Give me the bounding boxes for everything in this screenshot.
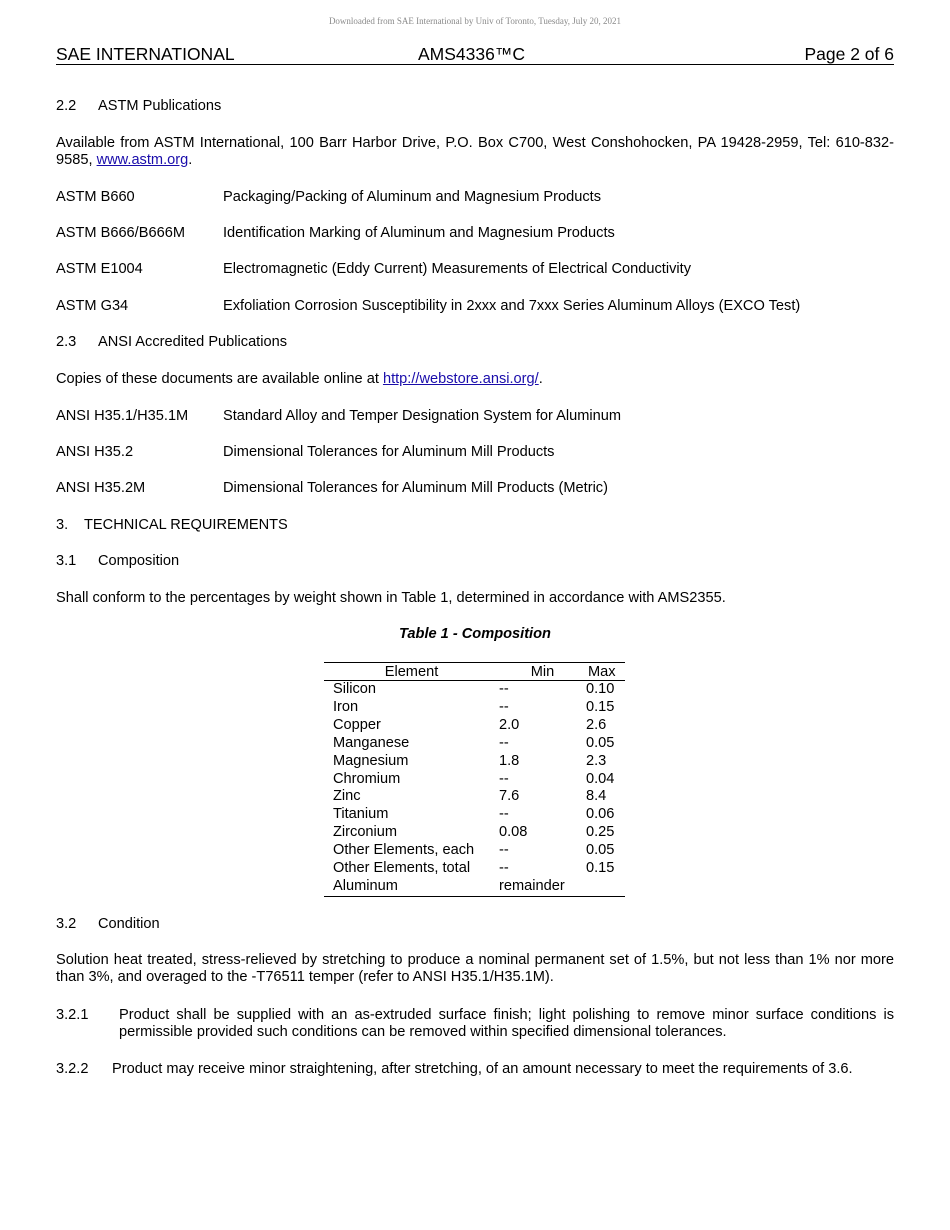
element-cell: Other Elements, total bbox=[333, 860, 471, 877]
table-row bbox=[324, 860, 625, 878]
astm-availability-paragraph bbox=[56, 135, 894, 169]
min-cell: 2.0 bbox=[499, 716, 520, 733]
section-number: 3.2 bbox=[56, 916, 77, 932]
reference-title: Standard Alloy and Temper Designation System for Aluminum bbox=[223, 408, 622, 424]
max-cell: 2.3 bbox=[586, 752, 607, 769]
table-row bbox=[324, 842, 625, 860]
element-cell: Manganese bbox=[333, 734, 410, 751]
paragraph-text: . bbox=[538, 371, 543, 387]
min-cell: -- bbox=[499, 734, 509, 751]
composition-table bbox=[324, 662, 625, 897]
element-cell: Titanium bbox=[333, 806, 389, 823]
reference-title: Packaging/Packing of Aluminum and Magnesium Products bbox=[223, 189, 602, 205]
table-row bbox=[324, 753, 625, 771]
max-cell: 0.15 bbox=[586, 698, 615, 715]
paragraph-text: Available from ASTM International, 100 Barr Harbor Drive, P.O. Box C700, West Conshohocken, PA 19428-2959, Tel: 610-832-9585, bbox=[56, 135, 894, 168]
max-cell: 0.10 bbox=[586, 681, 615, 697]
header-document-number: AMS4336™C bbox=[418, 44, 525, 64]
astm-website-link[interactable]: www.astm.org bbox=[96, 152, 189, 168]
min-cell: 0.08 bbox=[499, 824, 528, 841]
section-number: 3. bbox=[56, 517, 69, 533]
element-cell: Chromium bbox=[333, 770, 401, 787]
element-cell: Copper bbox=[333, 716, 381, 733]
section-title: TECHNICAL REQUIREMENTS bbox=[84, 517, 288, 533]
table-row bbox=[324, 717, 625, 735]
section-number: 2.2 bbox=[56, 98, 77, 114]
reference-code: ASTM E1004 bbox=[56, 261, 143, 277]
max-cell: 2.6 bbox=[586, 716, 607, 733]
download-notice: Downloaded from SAE International by Univ of Toronto, Tuesday, July 20, 2021 bbox=[328, 16, 622, 26]
table-header-row bbox=[324, 663, 625, 681]
table-1-caption: Table 1 - Composition bbox=[399, 626, 551, 642]
section-title: Condition bbox=[98, 916, 160, 932]
reference-title: Identification Marking of Aluminum and Magnesium Products bbox=[223, 225, 615, 241]
subsection-text: Product shall be supplied with an as-extruded surface finish; light polishing to remove minor surface conditions is permissible provided such conditions can be removed within specified dimensional tolerances. bbox=[119, 1007, 894, 1040]
max-cell: 0.05 bbox=[586, 842, 615, 859]
max-cell: 0.04 bbox=[586, 770, 615, 787]
max-cell: 0.25 bbox=[586, 824, 615, 841]
max-cell: 0.15 bbox=[586, 860, 615, 877]
ansi-availability-paragraph bbox=[56, 371, 894, 388]
reference-title: Dimensional Tolerances for Aluminum Mill Products bbox=[223, 444, 555, 460]
table-row bbox=[324, 681, 625, 699]
min-cell: -- bbox=[499, 681, 509, 697]
subsection-number: 3.2.1 bbox=[56, 1007, 89, 1023]
reference-code: ASTM B660 bbox=[56, 189, 135, 205]
element-cell: Other Elements, each bbox=[333, 842, 475, 859]
reference-code: ASTM G34 bbox=[56, 298, 129, 314]
reference-code: ANSI H35.1/H35.1M bbox=[56, 408, 189, 424]
table-row bbox=[324, 788, 625, 806]
element-cell: Silicon bbox=[333, 681, 376, 697]
table-row bbox=[324, 824, 625, 842]
table-row bbox=[324, 699, 625, 717]
header-page-number: Page 2 of 6 bbox=[804, 44, 894, 64]
composition-paragraph: Shall conform to the percentages by weight shown in Table 1, determined in accordance with AMS2355. bbox=[56, 590, 726, 606]
element-cell: Zirconium bbox=[333, 824, 398, 841]
min-cell: -- bbox=[499, 698, 509, 715]
subsection-number: 3.2.2 bbox=[56, 1061, 89, 1077]
table-row bbox=[324, 806, 625, 824]
reference-title: Exfoliation Corrosion Susceptibility in 2xxx and 7xxx Series Aluminum Alloys (EXCO Test) bbox=[223, 298, 801, 314]
column-header-element: Element bbox=[324, 663, 499, 681]
section-title: Composition bbox=[98, 553, 180, 569]
min-cell: -- bbox=[499, 770, 509, 787]
min-cell: -- bbox=[499, 860, 509, 877]
table-row bbox=[324, 878, 625, 896]
element-cell: Magnesium bbox=[333, 752, 409, 769]
reference-code: ASTM B666/B666M bbox=[56, 225, 185, 241]
paragraph-text: Copies of these documents are available online at bbox=[56, 371, 383, 387]
min-cell: 1.8 bbox=[499, 752, 520, 769]
min-cell: remainder bbox=[499, 878, 586, 896]
reference-code: ANSI H35.2M bbox=[56, 480, 146, 496]
column-header-min: Min bbox=[499, 663, 586, 681]
max-cell: 8.4 bbox=[586, 788, 607, 805]
min-cell: 7.6 bbox=[499, 788, 520, 805]
element-cell: Iron bbox=[333, 698, 359, 715]
section-title: ASTM Publications bbox=[98, 98, 222, 114]
subsection-text: Product may receive minor straightening, after stretching, of an amount necessary to meet the requirements of 3.6. bbox=[112, 1061, 853, 1077]
section-title: ANSI Accredited Publications bbox=[98, 334, 288, 350]
condition-paragraph: Solution heat treated, stress-relieved by stretching to produce a nominal permanent set of 1.5%, but not less than 1% nor more than 3%, and overaged to the -T76511 temper (refer to ANSI H35.1/H35.1M). bbox=[56, 952, 894, 985]
section-number: 2.3 bbox=[56, 334, 77, 350]
min-cell: -- bbox=[499, 842, 509, 859]
max-cell: 0.06 bbox=[586, 806, 615, 823]
reference-code: ANSI H35.2 bbox=[56, 444, 134, 460]
max-cell bbox=[586, 878, 625, 896]
max-cell: 0.05 bbox=[586, 734, 615, 751]
ansi-webstore-link[interactable]: http://webstore.ansi.org/ bbox=[382, 371, 539, 387]
section-number: 3.1 bbox=[56, 553, 77, 569]
table-row bbox=[324, 735, 625, 753]
element-cell: Aluminum bbox=[324, 878, 499, 896]
element-cell: Zinc bbox=[333, 788, 361, 805]
table-row bbox=[324, 771, 625, 789]
min-cell: -- bbox=[499, 806, 509, 823]
reference-title: Electromagnetic (Eddy Current) Measurements of Electrical Conductivity bbox=[223, 261, 691, 277]
reference-title: Dimensional Tolerances for Aluminum Mill Products (Metric) bbox=[223, 480, 608, 496]
column-header-max: Max bbox=[586, 663, 625, 681]
header-publisher: SAE INTERNATIONAL bbox=[56, 44, 235, 64]
page-header bbox=[56, 44, 894, 65]
paragraph-text: . bbox=[188, 152, 193, 168]
